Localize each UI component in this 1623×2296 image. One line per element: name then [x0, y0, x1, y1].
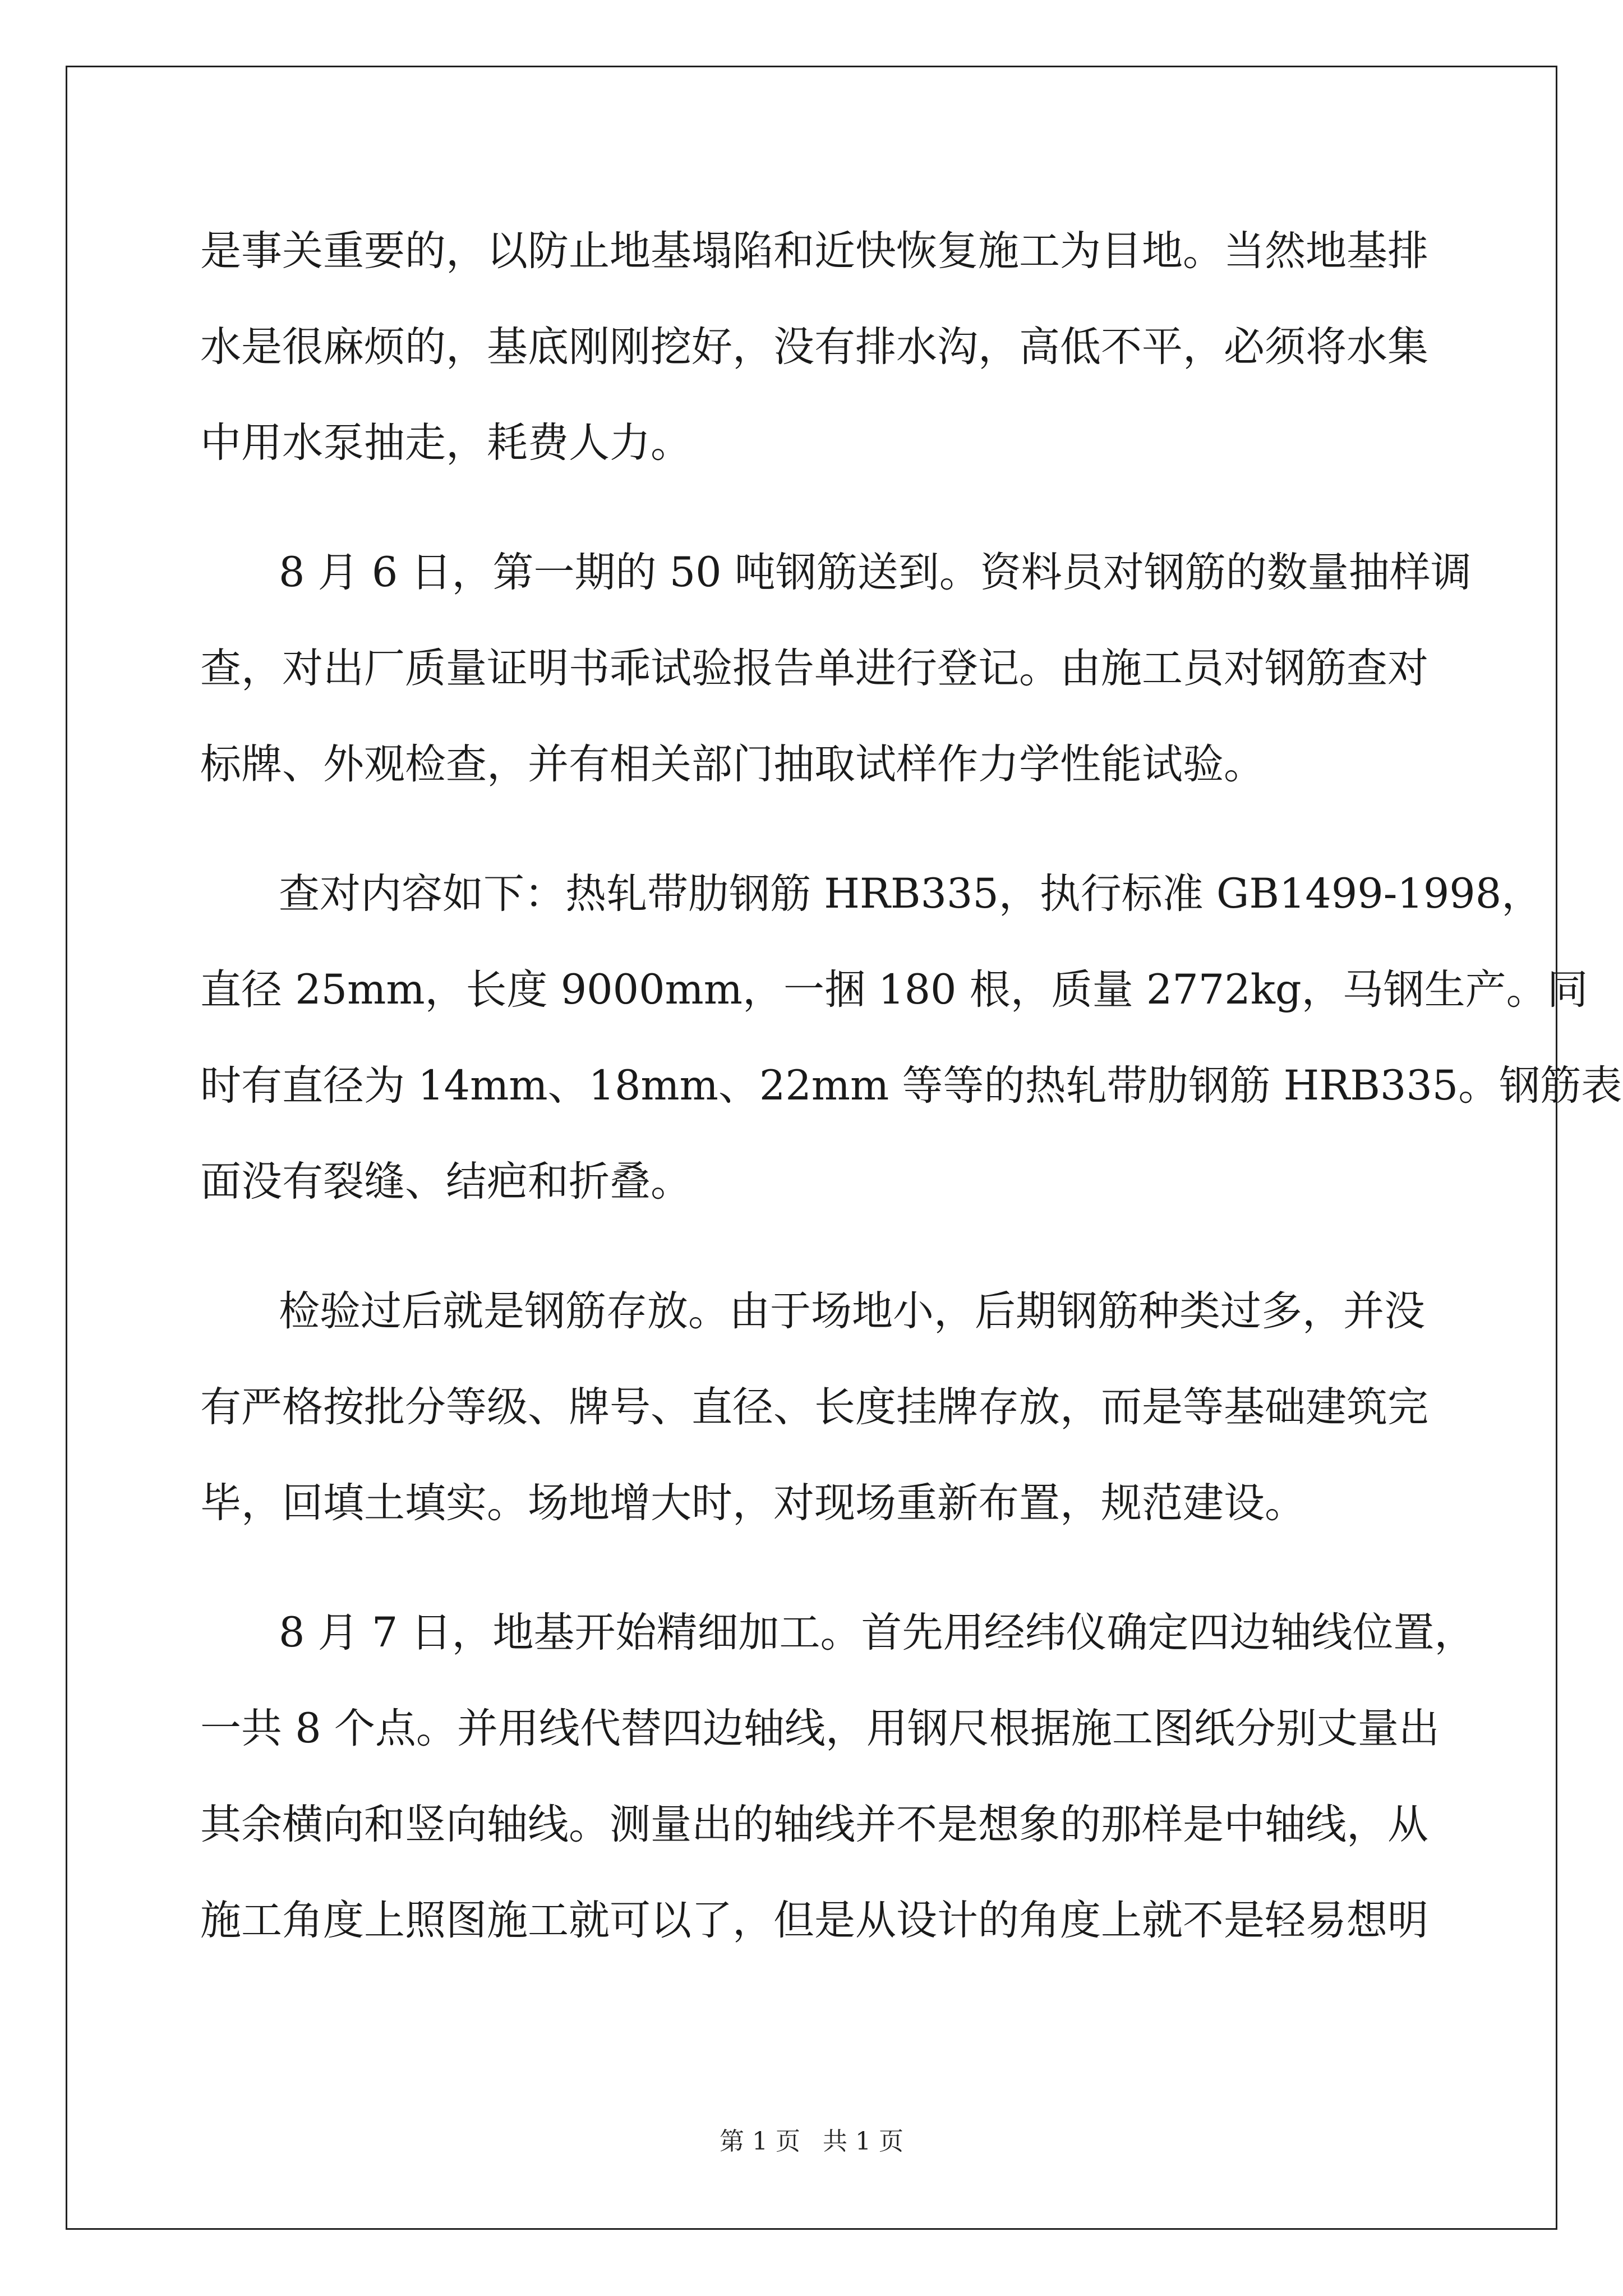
text-line: 直径 25mm，长度 9000mm，一捆 180 根，质量 2772kg，马钢生产。同: [200, 966, 1588, 1014]
page-number: 第 1 页: [720, 2127, 800, 2156]
text-line: 施工角度上照图施工就可以了，但是从设计的角度上就不是轻易想明: [200, 1897, 1428, 1944]
text-line: 标牌、外观检查，并有相关部门抽取试样作力学性能试验。: [200, 740, 1265, 788]
text-line: 毕，回填土填实。场地增大时，对现场重新布置，规范建设。: [200, 1479, 1306, 1527]
paragraph-start-line: 查对内容如下：热轧带肋钢筋 HRB335，执行标准 GB1499-1998，: [279, 870, 1543, 918]
text-line: 有严格按批分等级、牌号、直径、长度挂牌存放，而是等基础建筑完: [200, 1383, 1428, 1431]
text-line: 时有直径为 14mm、18mm、22mm 等等的热轧带肋钢筋 HRB335。钢筋表: [200, 1062, 1622, 1110]
text-line: 水是很麻烦的，基底刚刚挖好，没有排水沟，高低不平，必须将水集: [200, 323, 1428, 371]
paragraph-start-line: 8 月 7 日，地基开始精细加工。首先用经纬仪确定四边轴线位置，: [279, 1609, 1476, 1657]
text-line: 面没有裂缝、结疤和折叠。: [200, 1158, 691, 1205]
page-total: 共 1 页: [823, 2127, 903, 2156]
text-line: 一共 8 个点。并用线代替四边轴线，用钢尺根据施工图纸分别丈量出: [200, 1705, 1440, 1752]
text-line: 是事关重要的，以防止地基塌陷和近快恢复施工为目地。当然地基排: [200, 227, 1428, 275]
text-line: 查，对出厂质量证明书乖试验报告单进行登记。由施工员对钢筋查对: [200, 645, 1428, 692]
paragraph-start-line: 检验过后就是钢筋存放。由于场地小，后期钢筋种类过多，并没: [279, 1287, 1425, 1335]
text-line: 中用水泵抽走，耗费人力。: [200, 419, 691, 467]
page-footer: [0, 2125, 1623, 2159]
paragraph-start-line: 8 月 6 日，第一期的 50 吨钢筋送到。资料员对钢筋的数量抽样调: [279, 549, 1472, 596]
text-line: 其余横向和竖向轴线。测量出的轴线并不是想象的那样是中轴线，从: [200, 1801, 1428, 1848]
